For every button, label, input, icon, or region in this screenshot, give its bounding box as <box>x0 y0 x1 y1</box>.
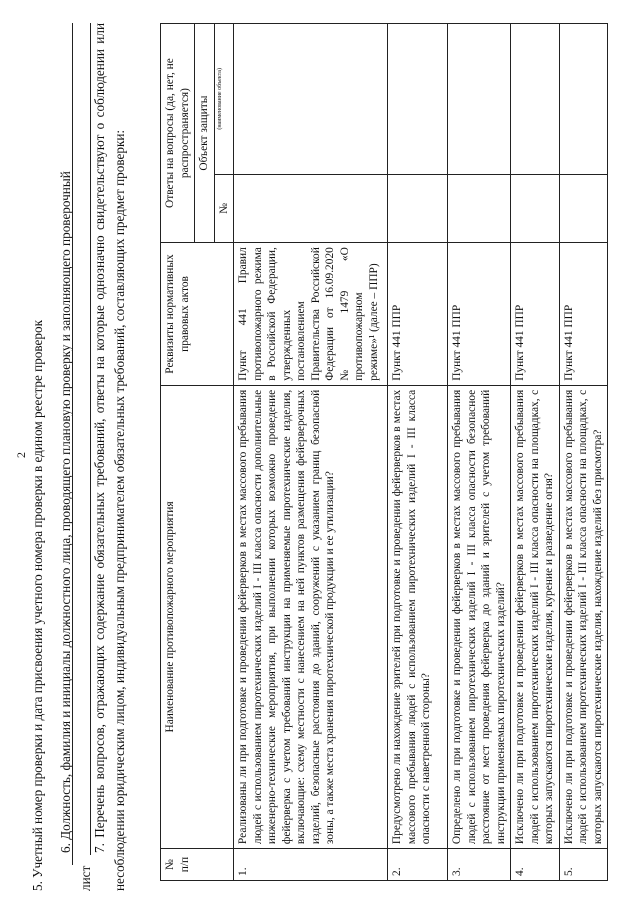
table-header-row <box>161 24 195 881</box>
answer-cell[interactable] <box>388 174 448 242</box>
item-6-text: 6. Должность, фамилия и инициалы должностного лица, проводящего плановую проверку и заполняющего проверочный <box>58 171 73 853</box>
answer-cell[interactable] <box>511 174 560 242</box>
row-num: 4. <box>511 849 560 881</box>
header-req: Реквизиты нормативных правовых актов <box>161 243 234 386</box>
header-object: Объект защиты <box>195 24 215 243</box>
item-7-text <box>90 23 130 891</box>
item-5-text: 5. Учетный номер проверки и дата присвоения учетного номера проверки в едином реестре проверок <box>30 320 45 891</box>
table-row <box>448 24 511 881</box>
answer-cell[interactable] <box>234 24 388 175</box>
row-req: Пункт 441 ППР <box>388 243 448 386</box>
answer-cell[interactable] <box>559 174 608 242</box>
table-row <box>511 24 560 881</box>
header-answers <box>161 24 195 243</box>
table-row <box>559 24 608 881</box>
table-row <box>388 24 448 881</box>
row-num: 2. <box>388 849 448 881</box>
row-num: 3. <box>448 849 511 881</box>
header-name: Наименование противопожарного мероприятия <box>161 385 234 848</box>
header-object-name: (наименование объекта) <box>214 24 234 175</box>
answer-cell[interactable] <box>448 24 511 175</box>
header-num: № п/п <box>161 849 234 881</box>
rotated-content <box>10 15 630 895</box>
item-7-body: 7. Перечень вопросов, отражающих содержание обязательных требований, ответы на которые однозначно свидетельствуют о соблюдении или несоблюдении юридическим лицом, индивидуальным предпринимателем обязательных требований, составляющих предмет проверки: <box>92 23 127 891</box>
row-req: Пункт 441 ППР <box>559 243 608 386</box>
answer-cell[interactable] <box>559 24 608 175</box>
row-req: Пункт 441 ППР <box>448 243 511 386</box>
row-num: 1. <box>234 849 388 881</box>
row-name: Реализованы ли при подготовке и проведении фейерверков в местах массового пребывания людей с использованием пиротехнических изделий I - III класса опасности дополнительные инженерно-технические мероприятия, при выполнении которых возможно проведение фейерверка с учетом требований инструкции на применяемые пиротехнические изделия, включающие: схему местности с нанесением на ней пунктов размещения фейерверочных изделий, безопасные расстояния до зданий, сооружений с указанием границ безопасной зоны, а также места хранения пиротехнической продукции и ее утилизации? <box>234 385 388 848</box>
answer-cell[interactable] <box>511 24 560 175</box>
table-row <box>234 24 388 881</box>
row-req: Пункт 441 Правил противопожарного режима в Российской Федерации, утвержденных постановлением Правительства Российской Федерации от 16.09.2020 № 1479 «О противопожарном режиме»¹ (далее – ППР) <box>234 243 388 386</box>
row-name: Предусмотрено ли нахождение зрителей при подготовке и проведении фейерверков в местах массового пребывания людей с использованием пиротехнических изделий I - III класса опасности с наветренной стороны? <box>388 385 448 848</box>
answer-cell[interactable] <box>388 24 448 175</box>
row-name: Исключено ли при подготовке и проведении фейерверков в местах массового пребывания людей с использованием пиротехнических изделий I - III класса опасности на площадках, с которых запускаются пиротехнические изделия, курение и разведение огня? <box>511 385 560 848</box>
answer-cell[interactable] <box>234 174 388 242</box>
row-name: Исключено ли при подготовке и проведении фейерверков в местах массового пребывания людей с использованием пиротехнических изделий I - III класса опасности на площадках, с которых запускаются пиротехнические изделия, нахождение изделий без присмотра? <box>559 385 608 848</box>
item-6-continuation: лист <box>78 865 93 891</box>
answer-cell[interactable] <box>448 174 511 242</box>
header-answers-label: Ответы на вопросы (да, нет, не распространяется) <box>164 58 191 208</box>
page-number: 2 <box>14 452 28 458</box>
checklist-table <box>160 23 608 881</box>
fill-line <box>72 23 73 865</box>
row-num: 5. <box>559 849 608 881</box>
header-object-num: № <box>214 174 234 242</box>
row-req: Пункт 441 ППР <box>511 243 560 386</box>
row-name: Определено ли при подготовке и проведении фейерверков в местах массового пребывания людей с использованием пиротехнических изделий I - III класса опасности безопасное расстояние от мест проведения фейерверка до зданий и зрителей с учетом требований инструкции применяемых пиротехнических изделий? <box>448 385 511 848</box>
